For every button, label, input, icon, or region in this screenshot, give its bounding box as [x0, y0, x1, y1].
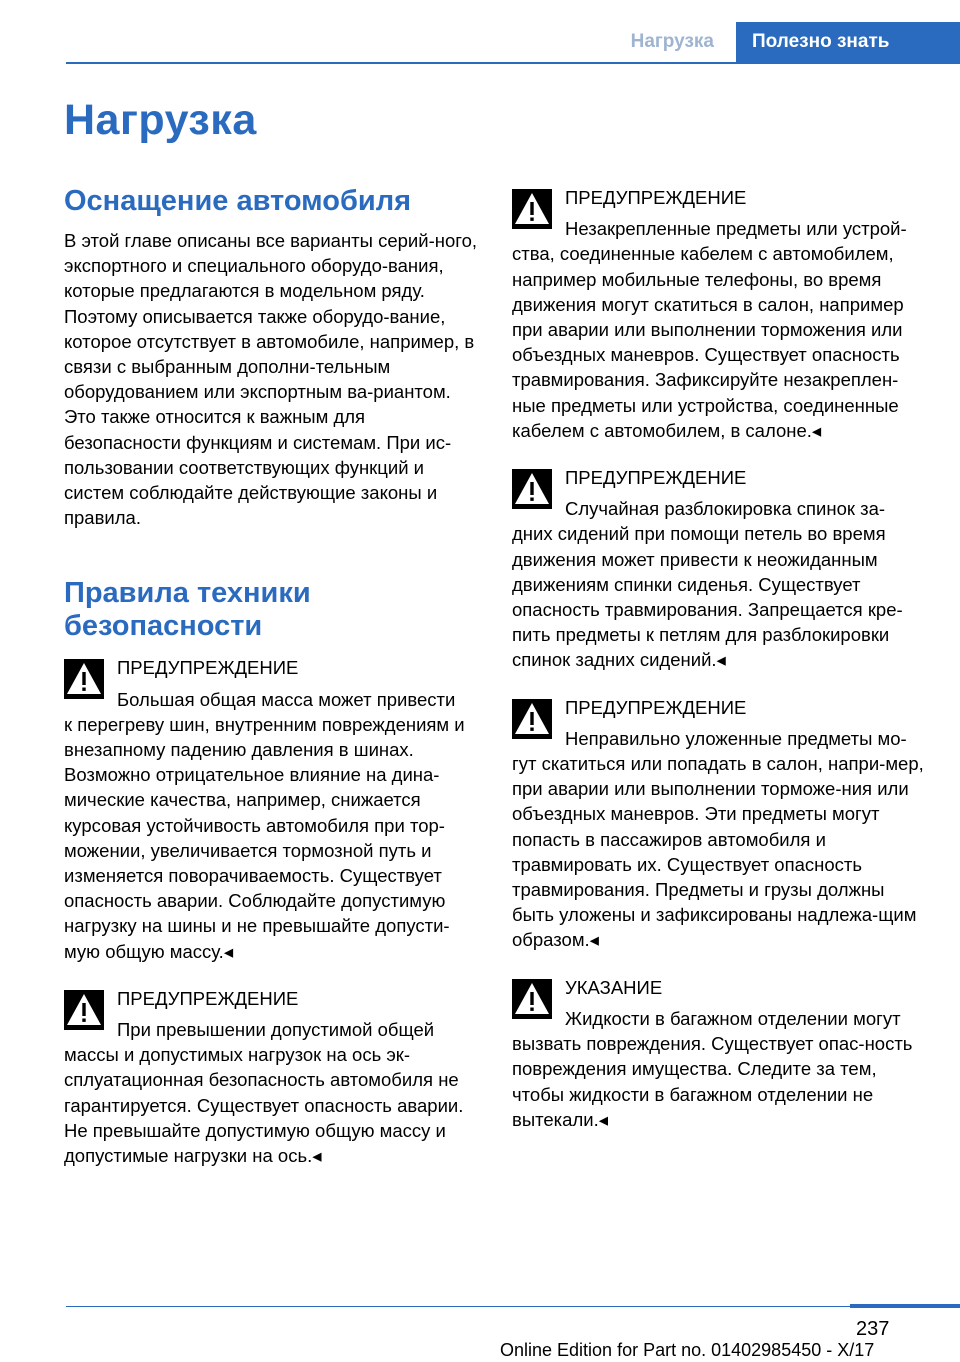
warning-text: гут скатиться или попадать в салон, напри-мер, при аварии или выполнении торможе-ния или объездных маневров. Эти предметы могут попасть в пассажиров автомобиля и травмировать их. Существует опасность травмирования. Предметы и грузы должны быть уложены и зафиксированы надлежа-щим образом.◂ [512, 753, 924, 951]
warning-triangle-icon [512, 979, 552, 1019]
heading-safety-rules: Правила техники безопасности [64, 577, 311, 643]
edition-note: Online Edition for Part no. 01402985450 - X/17 [500, 1340, 875, 1360]
footer-divider [66, 1306, 960, 1307]
page-title: Нагрузка [64, 96, 257, 144]
warning-first-line: Неправильно уложенные предметы мо- [565, 727, 907, 749]
warning-block [512, 695, 926, 953]
notice-text: вызвать повреждения. Существует опас-ность повреждения имущества. Следите за тем, чтобы жидкости в багажном отделении не вытекали.◂ [512, 1033, 913, 1130]
warning-block [512, 465, 926, 673]
warning-triangle-icon [512, 469, 552, 509]
warning-block [64, 986, 478, 1168]
warning-triangle-icon [512, 699, 552, 739]
warning-label: ПРЕДУПРЕЖДЕНИЕ [117, 987, 299, 1009]
chapter-tab[interactable]: Полезно знать [736, 22, 960, 62]
warning-triangle-icon [64, 990, 104, 1030]
header-divider [66, 62, 960, 64]
warning-text: массы и допустимых нагрузок на ось эк-сплуатационная безопасность автомобиля не гарантируется. Существует опасность аварии. Не превышайте допустимую общую массу и допустимые нагрузки на ось.◂ [64, 1044, 464, 1167]
warning-triangle-icon [512, 189, 552, 229]
warning-label: ПРЕДУПРЕЖДЕНИЕ [565, 467, 747, 489]
paragraph-equipment: В этой главе описаны все варианты серий-ного, экспортного и специального оборудо-вания, которые предлагаются в модельном ряду. Поэтому описывается также оборудо-вание, которое отсутствует в автомобиле, например, в связи с выбранным дополни-тельным оборудованием или экспортным ва-риантом. Это также относится к важным для безопасности функциям и системам. При ис-пользовании соответствующих функций и систем соблюдайте действующие законы и правила. [64, 230, 478, 529]
footer-accent-bar [850, 1304, 960, 1308]
left-column [64, 185, 478, 1168]
warning-first-line: Большая общая масса может привести [117, 688, 456, 710]
heading-vehicle-equipment: Оснащение автомобиля [64, 185, 412, 217]
warning-label: ПРЕДУПРЕЖДЕНИЕ [565, 696, 747, 718]
warning-label: ПРЕДУПРЕЖДЕНИЕ [117, 657, 299, 679]
notice-first-line: Жидкости в багажном отделении могут [565, 1007, 901, 1029]
page-header [611, 22, 960, 62]
warning-text: дних сидений при помощи петель во время движения может привести к неожиданным движениям спинки сиденья. Существует опасность травмирования. Запрещается кре-пить предметы к петлям для разблокировки спинок задних сидений.◂ [512, 523, 903, 671]
warning-text: ства, соединенные кабелем с автомобилем, например мобильные телефоны, во время движения могут скатиться в салон, например при аварии или выполнении торможения или объездных маневров. Существует опасность травмирования. Зафиксируйте незакреплен-ные предметы или устройства, соединенные кабелем с автомобилем, в салоне.◂ [512, 243, 904, 441]
warning-text: к перегреву шин, внутренним повреждениям и внезапному падению давления в шинах. Возможно отрицательное влияние на дина-мические качества, например, снижается курсовая устойчивость автомобиля при тор-можении, увеличивается тормозной путь и изменяется поворачиваемость. Существует опасность аварии. Соблюдайте допустимую нагрузку на шины и не превышайте допусти-мую общую массу.◂ [64, 713, 465, 962]
warning-first-line: Случайная разблокировка спинок за- [565, 498, 886, 520]
notice-block [512, 975, 926, 1132]
right-column [512, 185, 926, 1132]
warning-block [512, 185, 926, 443]
warning-triangle-icon [64, 659, 104, 699]
notice-label: УКАЗАНИЕ [565, 976, 663, 998]
warning-first-line: Незакрепленные предметы или устрой- [565, 218, 907, 240]
section-tab[interactable]: Нагрузка [630, 31, 714, 52]
warning-label: ПРЕДУПРЕЖДЕНИЕ [565, 187, 747, 208]
warning-first-line: При превышении допустимой общей [117, 1019, 435, 1041]
warning-block [64, 655, 478, 963]
page-number: 237 [856, 1318, 890, 1340]
